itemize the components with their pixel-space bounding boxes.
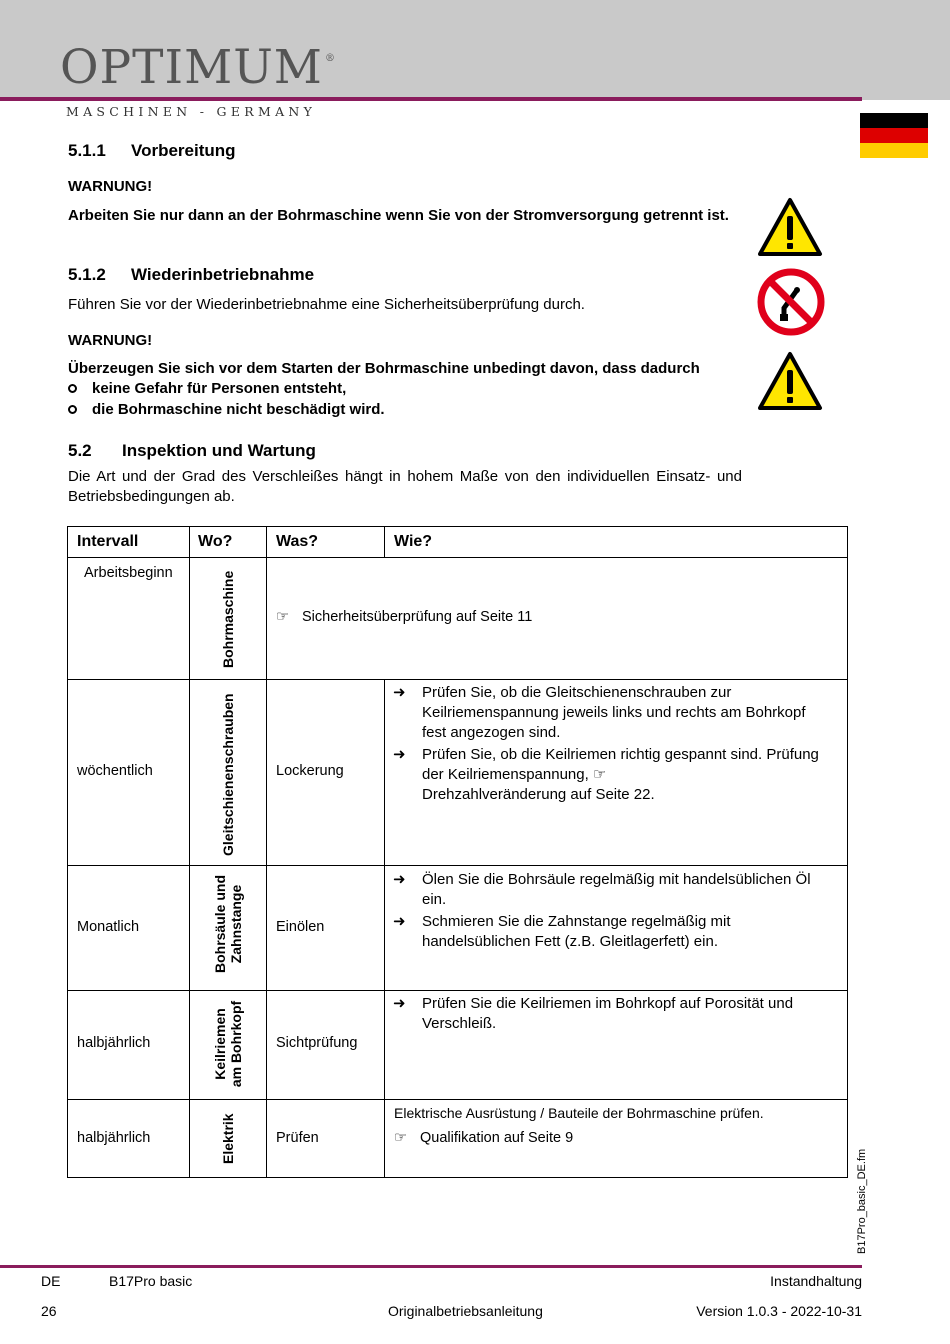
footer-version: Version 1.0.3 - 2022-10-31 bbox=[696, 1303, 862, 1319]
footer-chapter: Instandhaltung bbox=[770, 1273, 862, 1289]
cell-how bbox=[393, 683, 833, 807]
table-divider bbox=[68, 557, 847, 558]
cell-how-reference: ☞ Qualifikation auf Seite 9 bbox=[394, 1130, 574, 1146]
warning-text: Überzeugen Sie sich vor dem Starten der Bohrmaschine unbedingt davon, dass dadurch bbox=[68, 360, 700, 377]
side-filename: B17Pro_basic_DE.fm bbox=[856, 1148, 868, 1254]
cell-what: Prüfen bbox=[276, 1130, 319, 1146]
cell-interval: halbjährlich bbox=[77, 1130, 151, 1146]
section-heading-5-1-1: 5.1.1 Vorbereitung bbox=[68, 141, 236, 160]
cell-how bbox=[393, 870, 833, 954]
german-flag-icon bbox=[860, 113, 928, 158]
cell-what: Sichtprüfung bbox=[276, 1035, 358, 1051]
cell-where-rotated: Bohrsäule und Zahnstange bbox=[212, 875, 244, 974]
how-step: ➜ Prüfen Sie, ob die Keilriemen richtig gespannt sind. Prüfung der Keilriemenspannung, ☞ Drehzahlveränderung auf Seite 22. bbox=[393, 746, 819, 803]
table-divider bbox=[189, 527, 190, 1177]
column-header-interval: Intervall bbox=[77, 533, 139, 550]
pointing-hand-icon: ☞ bbox=[394, 1130, 407, 1146]
table-divider bbox=[384, 527, 385, 557]
how-step: ➜ Prüfen Sie, ob die Gleitschienenschrauben zur Keilriemenspannung jeweils links und rechts am Bohrkopf fest angezogen sind. bbox=[393, 684, 806, 741]
how-step: ➜ Schmieren Sie die Zahnstange regelmäßig mit handelsüblichen Fett (z.B. Gleitlagerfett) ein. bbox=[393, 913, 731, 950]
table-divider bbox=[68, 990, 847, 991]
bullet-circle-icon bbox=[68, 384, 77, 393]
column-header-how: Wie? bbox=[394, 533, 433, 550]
warning-label: WARNUNG! bbox=[68, 332, 153, 349]
maintenance-table bbox=[67, 526, 848, 1178]
cell-where-rotated: Elektrik bbox=[220, 1113, 236, 1164]
column-header-where: Wo? bbox=[198, 533, 233, 550]
cell-interval: Arbeitsbeginn bbox=[84, 565, 173, 581]
header-divider bbox=[0, 97, 862, 101]
flag-stripe-gold bbox=[860, 143, 928, 158]
table-divider bbox=[68, 865, 847, 866]
no-switching-icon bbox=[757, 268, 825, 336]
table-divider bbox=[384, 679, 385, 1177]
arrow-right-icon: ➜ bbox=[393, 684, 406, 701]
warning-text: Arbeiten Sie nur dann an der Bohrmaschine wenn Sie von der Stromversorgung getrennt ist. bbox=[68, 207, 729, 224]
footer-language: DE bbox=[41, 1273, 61, 1289]
table-divider bbox=[68, 1099, 847, 1100]
section-heading-5-1-2: 5.1.2 Wiederinbetriebnahme bbox=[68, 265, 315, 284]
cell-where-rotated: Keilriemen am Bohrkopf bbox=[212, 1000, 244, 1088]
inspection-intro: Die Art und der Grad des Verschleißes hängt in hohem Maße von den individuellen Einsatz- und Betriebsbedingungen ab. bbox=[68, 468, 742, 505]
arrow-right-icon: ➜ bbox=[393, 995, 406, 1012]
cell-what: Lockerung bbox=[276, 763, 344, 779]
section-heading-5-2: 5.2 Inspektion und Wartung bbox=[68, 441, 316, 460]
how-step: ➜ Ölen Sie die Bohrsäule regelmäßig mit handelsüblichen Öl ein. bbox=[393, 871, 811, 908]
cell-interval: wöchentlich bbox=[77, 763, 153, 779]
page-number: 26 bbox=[41, 1303, 57, 1319]
cell-where-rotated: Bohrmaschine bbox=[220, 570, 236, 668]
pointing-hand-icon: ☞ bbox=[592, 766, 607, 783]
table-divider bbox=[68, 679, 847, 680]
warning-triangle-icon bbox=[757, 351, 823, 411]
table-divider bbox=[266, 527, 267, 1177]
arrow-right-icon: ➜ bbox=[393, 746, 406, 763]
brand-subtitle: MASCHINEN - GERMANY bbox=[66, 104, 317, 119]
footer-document: Originalbetriebsanleitung bbox=[388, 1303, 543, 1319]
footer-divider bbox=[0, 1265, 862, 1268]
cell-interval: Monatlich bbox=[77, 919, 140, 935]
flag-stripe-black bbox=[860, 113, 928, 128]
warning-triangle-icon bbox=[757, 197, 823, 257]
cell-interval: halbjährlich bbox=[77, 1035, 151, 1051]
flag-stripe-red bbox=[860, 128, 928, 143]
cell-what: Einölen bbox=[276, 919, 325, 935]
arrow-right-icon: ➜ bbox=[393, 871, 406, 888]
cell-how-reference: ☞ Sicherheitsüberprüfung auf Seite 11 bbox=[276, 609, 533, 625]
warning-label: WARNUNG! bbox=[68, 178, 153, 195]
brand-logo: OPTIMUM ® bbox=[60, 40, 336, 95]
bullet-circle-icon bbox=[68, 405, 77, 414]
footer-product: B17Pro basic bbox=[109, 1273, 193, 1289]
warning-bullet: keine Gefahr für Personen entsteht, bbox=[68, 380, 346, 397]
cell-how-text: Elektrische Ausrüstung / Bauteile der Bohrmaschine prüfen. bbox=[394, 1105, 764, 1121]
warning-bullet: die Bohrmaschine nicht beschädigt wird. bbox=[68, 401, 385, 418]
cell-how bbox=[393, 994, 833, 1036]
cell-where-rotated: Gleitschienenschrauben bbox=[220, 693, 236, 856]
how-step: ➜ Prüfen Sie die Keilriemen im Bohrkopf auf Porosität und Verschleiß. bbox=[393, 995, 794, 1032]
arrow-right-icon: ➜ bbox=[393, 913, 406, 930]
column-header-what: Was? bbox=[276, 533, 319, 550]
restart-text: Führen Sie vor der Wiederinbetriebnahme eine Sicherheitsüberprüfung durch. bbox=[68, 296, 585, 313]
pointing-hand-icon: ☞ bbox=[276, 609, 289, 625]
